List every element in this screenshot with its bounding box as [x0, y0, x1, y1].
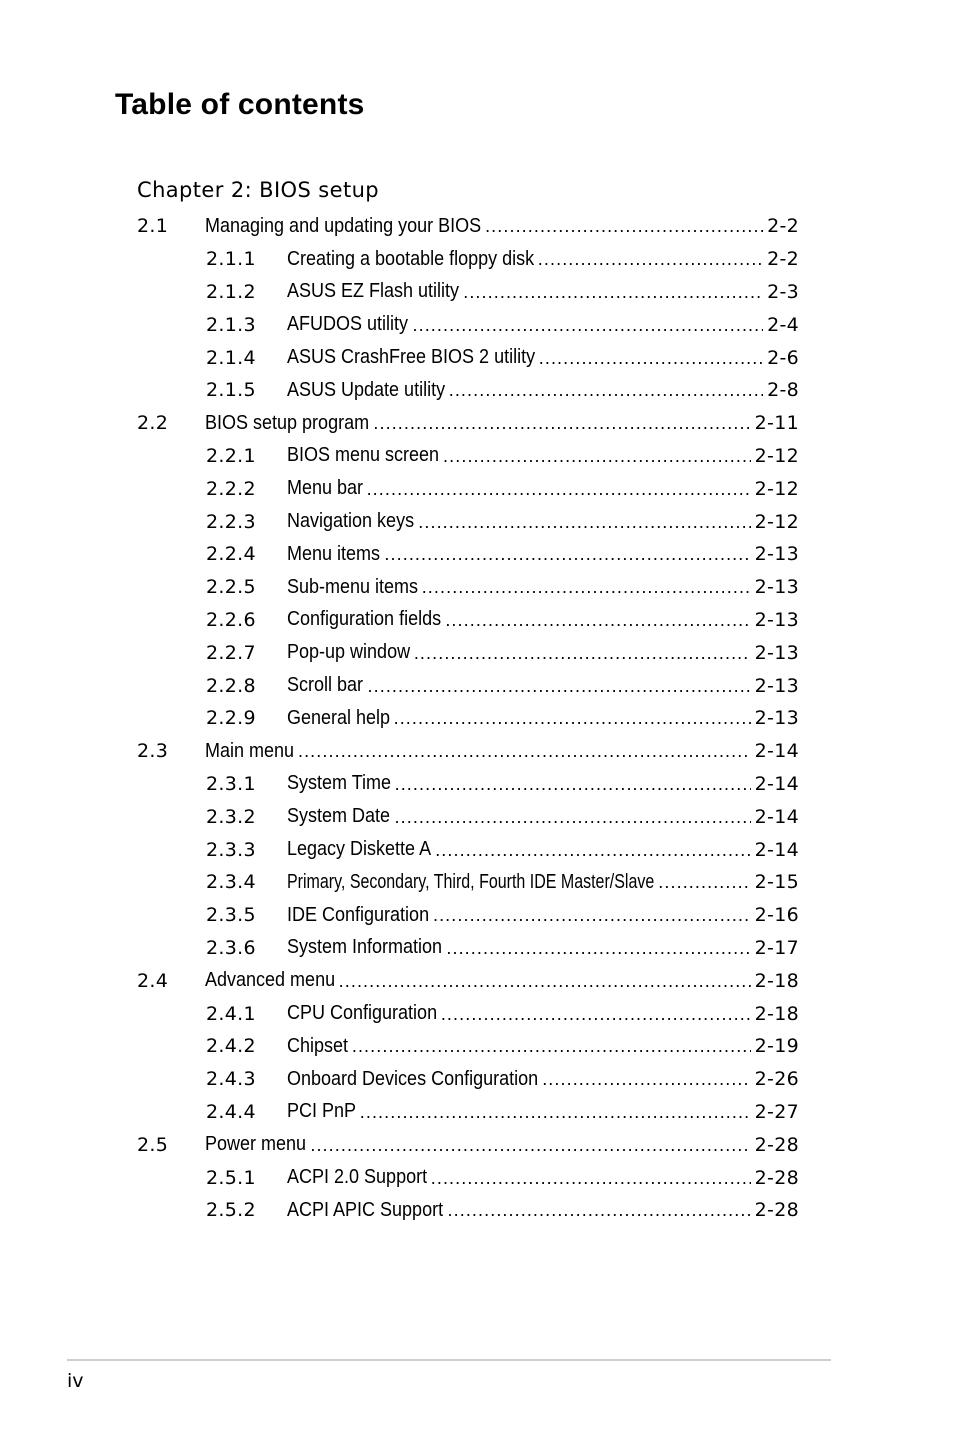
- dot-leader: [394, 708, 751, 728]
- toc-entry[interactable]: [137, 505, 799, 538]
- toc-entry[interactable]: [137, 1030, 799, 1063]
- toc-entry-title: Power menu: [205, 1133, 307, 1156]
- toc-entry-number: 2.2.2: [206, 477, 256, 500]
- dot-leader: [384, 544, 750, 564]
- dot-leader: [443, 446, 751, 466]
- toc-entry-page: 2-12: [754, 444, 799, 467]
- toc-entry-number: 2.2.3: [206, 510, 256, 533]
- toc-entry-title: Legacy Diskette A: [287, 838, 432, 861]
- toc-entry-page: 2-18: [754, 969, 799, 992]
- toc-entry-page: 2-14: [754, 740, 799, 763]
- toc-entry-number: 2.5: [137, 1133, 169, 1156]
- dot-leader: [539, 348, 763, 368]
- toc-entry-title: ASUS Update utility: [287, 378, 446, 401]
- toc-entry-page: 2-13: [754, 608, 799, 631]
- toc-entry[interactable]: [137, 1096, 799, 1129]
- toc-entry-number: 2.5.2: [206, 1199, 256, 1222]
- toc-entry-title: BIOS setup program: [205, 411, 370, 434]
- toc-entry-page: 2-2: [767, 248, 799, 271]
- toc-entry-number: 2.1.3: [206, 313, 256, 336]
- dot-leader: [368, 676, 751, 696]
- toc-entry[interactable]: [137, 440, 799, 473]
- dot-leader: [445, 610, 750, 630]
- toc-entry-title: Creating a bootable floppy disk: [287, 247, 535, 270]
- toc-entry[interactable]: [137, 243, 799, 276]
- toc-entry[interactable]: [137, 833, 799, 866]
- dot-leader: [431, 1168, 751, 1188]
- toc-entry-title: General help: [287, 706, 391, 729]
- toc-entry-number: 2.2: [137, 412, 169, 435]
- footer-divider: [67, 1359, 831, 1361]
- dot-leader: [360, 1102, 751, 1122]
- toc-entry-title: Advanced menu: [205, 969, 336, 992]
- toc-entry[interactable]: [137, 571, 799, 604]
- dot-leader: [449, 380, 763, 400]
- toc-entry-number: 2.2.6: [206, 608, 256, 631]
- toc-entry[interactable]: [137, 374, 799, 407]
- toc-entry-number: 2.3.5: [206, 904, 256, 927]
- toc-entry-number: 2.4.4: [206, 1100, 256, 1123]
- toc-entry-number: 2.1.5: [206, 379, 256, 402]
- toc-entry[interactable]: [137, 800, 799, 833]
- toc-entry-page: 2-17: [754, 936, 799, 959]
- toc-entry-number: 2.2.1: [206, 444, 256, 467]
- toc-entry-title: Primary, Secondary, Third, Fourth IDE Master/Slave: [287, 870, 655, 893]
- toc-entry[interactable]: [137, 702, 799, 735]
- toc-entry-title: Sub-menu items: [287, 575, 419, 598]
- toc-entry[interactable]: [137, 1063, 799, 1096]
- toc-entry-number: 2.2.9: [206, 707, 256, 730]
- dot-leader: [435, 840, 750, 860]
- toc-entry-number: 2.2.8: [206, 674, 256, 697]
- dot-leader: [485, 216, 763, 236]
- toc-entry[interactable]: [137, 604, 799, 637]
- toc-entry-number: 2.3.4: [206, 871, 256, 894]
- toc-entry[interactable]: [137, 768, 799, 801]
- toc-entry[interactable]: [137, 669, 799, 702]
- toc-entry-number: 2.4.2: [206, 1035, 256, 1058]
- toc-entry-title: Menu items: [287, 542, 381, 565]
- toc-entry-title: System Date: [287, 805, 391, 828]
- toc-entry-page: 2-8: [767, 379, 799, 402]
- dot-leader: [542, 1069, 750, 1089]
- toc-entry-number: 2.3.3: [206, 838, 256, 861]
- toc-entry[interactable]: [137, 866, 799, 899]
- page-number: iv: [67, 1370, 84, 1392]
- toc-entry-title: CPU Configuration: [287, 1002, 438, 1025]
- dot-leader: [433, 905, 751, 925]
- chapter-heading: Chapter 2: BIOS setup: [137, 178, 380, 202]
- toc-entry-number: 2.1: [137, 215, 169, 238]
- dot-leader: [373, 413, 750, 433]
- toc-entry-page: 2-18: [754, 1002, 799, 1025]
- toc-entry[interactable]: [137, 308, 799, 341]
- dot-leader: [446, 938, 750, 958]
- dot-leader: [538, 249, 763, 269]
- toc-entry-page: 2-6: [767, 346, 799, 369]
- toc-entry-number: 2.3.6: [206, 936, 256, 959]
- toc-entry[interactable]: [137, 636, 799, 669]
- dot-leader: [658, 872, 750, 892]
- toc-entry[interactable]: [137, 932, 799, 965]
- toc-entry-page: 2-13: [754, 641, 799, 664]
- dot-leader: [395, 807, 751, 827]
- toc-entry-page: 2-13: [754, 674, 799, 697]
- toc-entry-title: Pop-up window: [287, 641, 411, 664]
- toc-entry-page: 2-14: [754, 805, 799, 828]
- toc-entry[interactable]: [137, 341, 799, 374]
- dot-leader: [367, 479, 751, 499]
- toc-entry-title: Main menu: [205, 739, 295, 762]
- toc-entry-title: IDE Configuration: [287, 903, 430, 926]
- dot-leader: [339, 971, 751, 991]
- toc-entry[interactable]: [137, 538, 799, 571]
- dot-leader: [441, 1004, 751, 1024]
- toc-entry-title: System Information: [287, 936, 443, 959]
- toc-entry-title: Scroll bar: [287, 674, 364, 697]
- dot-leader: [448, 1200, 751, 1220]
- toc-entry-page: 2-28: [754, 1166, 799, 1189]
- toc-entry-title: AFUDOS utility: [287, 313, 409, 336]
- toc-entry-number: 2.1.4: [206, 346, 256, 369]
- toc-entry-page: 2-14: [754, 772, 799, 795]
- toc-entry-number: 2.3: [137, 740, 169, 763]
- toc-entry-title: ASUS EZ Flash utility: [287, 280, 460, 303]
- toc-entry-title: PCI PnP: [287, 1100, 357, 1123]
- toc-entry-number: 2.3.2: [206, 805, 256, 828]
- toc-entry-title: ACPI 2.0 Support: [287, 1166, 428, 1188]
- dot-leader: [310, 1135, 750, 1155]
- dot-leader: [418, 512, 750, 532]
- toc-entry[interactable]: [137, 1194, 799, 1227]
- toc-entry-number: 2.4: [137, 969, 169, 992]
- toc-entry-number: 2.3.1: [206, 772, 256, 795]
- toc-entry-page: 2-2: [767, 215, 799, 238]
- toc-entry-number: 2.2.5: [206, 576, 256, 599]
- toc-entry-title: System Time: [287, 772, 392, 795]
- toc-entry-title: Managing and updating your BIOS: [205, 214, 482, 237]
- toc-entry-number: 2.4.1: [206, 1002, 256, 1025]
- toc-entry-number: 2.4.3: [206, 1068, 256, 1091]
- toc-entry-page: 2-27: [754, 1100, 799, 1123]
- dot-leader: [413, 315, 764, 335]
- toc-entry-page: 2-26: [754, 1068, 799, 1091]
- toc-entry-title: Chipset: [287, 1034, 349, 1057]
- toc-entry[interactable]: [137, 1128, 799, 1161]
- toc-entry[interactable]: [137, 1161, 799, 1194]
- toc-entry-page: 2-13: [754, 576, 799, 599]
- toc-entry[interactable]: [137, 276, 799, 309]
- toc-entry-title: ACPI APIC Support: [287, 1198, 444, 1221]
- toc-entry[interactable]: [137, 210, 799, 243]
- toc-entry[interactable]: [137, 997, 799, 1030]
- toc-entry-page: 2-12: [754, 477, 799, 500]
- toc-entry-page: 2-28: [754, 1133, 799, 1156]
- toc-entry-title: BIOS menu screen: [287, 444, 440, 467]
- toc-entry[interactable]: [137, 964, 799, 997]
- toc-entry-page: 2-16: [754, 904, 799, 927]
- toc-entry-title: Onboard Devices Configuration: [287, 1067, 539, 1090]
- dot-leader: [352, 1036, 751, 1056]
- table-of-contents-list: [137, 210, 799, 1227]
- toc-entry-number: 2.5.1: [206, 1166, 256, 1189]
- toc-entry-title: Menu bar: [287, 477, 364, 500]
- toc-entry[interactable]: [137, 735, 799, 768]
- toc-entry[interactable]: [137, 472, 799, 505]
- dot-leader: [298, 741, 751, 761]
- dot-leader: [422, 577, 751, 597]
- toc-entry-page: 2-15: [754, 871, 799, 894]
- toc-entry-number: 2.2.7: [206, 641, 256, 664]
- toc-entry[interactable]: [137, 407, 799, 440]
- toc-entry-title: Configuration fields: [287, 608, 442, 631]
- toc-entry-page: 2-4: [767, 313, 799, 336]
- toc-entry-page: 2-11: [754, 412, 799, 435]
- toc-entry-page: 2-19: [754, 1035, 799, 1058]
- toc-entry[interactable]: [137, 899, 799, 932]
- toc-entry-page: 2-14: [754, 838, 799, 861]
- page-title: Table of contents: [115, 88, 365, 121]
- toc-entry-page: 2-13: [754, 543, 799, 566]
- toc-entry-page: 2-13: [754, 707, 799, 730]
- toc-entry-number: 2.2.4: [206, 543, 256, 566]
- toc-entry-page: 2-12: [754, 510, 799, 533]
- toc-entry-number: 2.1.1: [206, 248, 256, 271]
- toc-entry-page: 2-28: [754, 1199, 799, 1222]
- toc-entry-number: 2.1.2: [206, 280, 256, 303]
- dot-leader: [395, 774, 751, 794]
- toc-entry-title: Navigation keys: [287, 510, 415, 533]
- toc-entry-page: 2-3: [767, 280, 799, 303]
- dot-leader: [414, 643, 751, 663]
- toc-entry-title: ASUS CrashFree BIOS 2 utility: [287, 346, 536, 369]
- dot-leader: [463, 282, 763, 302]
